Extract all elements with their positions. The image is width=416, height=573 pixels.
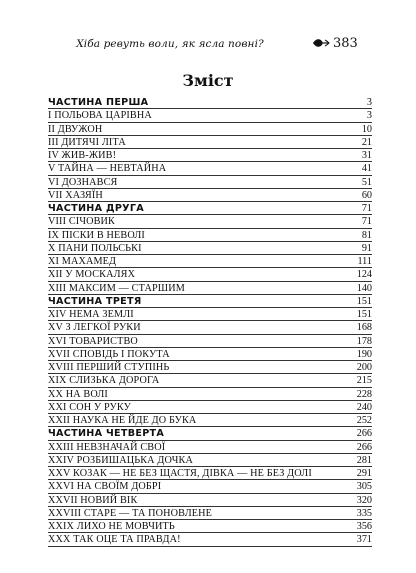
toc-entry-label: ХVІІ СПОВІДЬ І ПОКУТА bbox=[48, 348, 170, 360]
toc-entry bbox=[48, 149, 372, 162]
toc-entry-label: ХХІV РОЗБИШАЦЬКА ДОЧКА bbox=[48, 454, 193, 466]
toc-entry-page: 71 bbox=[361, 203, 372, 214]
toc-part-heading bbox=[48, 202, 372, 215]
toc-entry-page: 31 bbox=[361, 150, 372, 161]
toc-entry-label: ХІ МАХАМЕД bbox=[48, 256, 117, 267]
toc-entry bbox=[48, 520, 372, 533]
toc-entry bbox=[48, 136, 372, 149]
toc-entry-label: VІ ДОЗНАВСЯ bbox=[48, 176, 118, 188]
toc-entry-page: 215 bbox=[356, 375, 372, 387]
toc-entry bbox=[48, 268, 372, 281]
toc-entry-page: 41 bbox=[361, 163, 372, 175]
toc-entry bbox=[48, 374, 372, 387]
toc-entry bbox=[48, 255, 372, 268]
toc-entry-page: 320 bbox=[356, 494, 372, 506]
toc-entry-label: І ПОЛЬОВА ЦАРІВНА bbox=[48, 110, 152, 122]
toc-entry-page: 81 bbox=[361, 229, 372, 241]
toc-entry-page: 190 bbox=[356, 348, 372, 360]
toc-entry-label: ХІІІ МАКСИМ — СТАРШИМ bbox=[48, 282, 185, 294]
toc-entry-label: ХХV КОЗАК — НЕ БЕЗ ЩАСТЯ, ДІВКА — НЕ БЕЗ ДОЛІ bbox=[48, 468, 312, 479]
toc-entry-label: ХХVІІ НОВИЙ ВІК bbox=[48, 494, 138, 506]
toc-entry-page: 21 bbox=[361, 136, 372, 148]
toc-entry-label: ХХХ ТАК ОЦЕ ТА ПРАВДА! bbox=[48, 534, 181, 546]
toc-entry-label: ЧАСТИНА ТРЕТЯ bbox=[48, 295, 142, 307]
toc-entry-label: Х ПАНИ ПОЛЬСЬКІ bbox=[48, 242, 142, 254]
toc-entry-page: 151 bbox=[356, 309, 372, 320]
toc-entry bbox=[48, 401, 372, 414]
toc-entry bbox=[48, 176, 372, 189]
toc-entry bbox=[48, 242, 372, 255]
toc-entry-page: 356 bbox=[356, 521, 372, 532]
toc-part-heading bbox=[48, 295, 372, 308]
toc-entry-page: 252 bbox=[356, 415, 372, 426]
toc-entry bbox=[48, 533, 372, 546]
toc-entry bbox=[48, 123, 372, 136]
toc-title: Зміст bbox=[182, 71, 234, 90]
running-title: Хіба ревуть воли, як ясла повні? bbox=[76, 38, 264, 50]
toc-entry-page: 111 bbox=[357, 256, 372, 267]
toc-entry bbox=[48, 229, 372, 242]
toc-entry-label: ХІV НЕМА ЗЕМЛІ bbox=[48, 309, 134, 320]
toc-entry-page: 305 bbox=[356, 481, 372, 493]
toc-entry bbox=[48, 162, 372, 175]
toc-entry-page: 71 bbox=[361, 216, 372, 228]
toc-entry-page: 266 bbox=[356, 428, 372, 440]
toc-entry-page: 151 bbox=[356, 295, 372, 307]
toc-entry-label: ХХVІІІ СТАРЕ — ТА ПОНОВЛЕНЕ bbox=[48, 507, 213, 519]
toc-entry-page: 51 bbox=[361, 176, 372, 188]
toc-entry bbox=[48, 335, 372, 348]
toc-entry-label: VIII СІЧОВИК bbox=[48, 216, 115, 228]
toc-entry-page: 228 bbox=[356, 388, 372, 400]
toc-entry-label: ІХ ПІСКИ В НЕВОЛІ bbox=[48, 229, 145, 241]
toc-entry-label: ЧАСТИНА ПЕРША bbox=[48, 97, 149, 108]
running-head bbox=[0, 38, 416, 54]
toc-entry-label: VІІ ХАЗЯЇН bbox=[48, 189, 103, 201]
toc-entry-page: 3 bbox=[366, 110, 372, 122]
toc-entry bbox=[48, 348, 372, 361]
toc-entry-page: 178 bbox=[356, 335, 372, 347]
toc-entry-page: 168 bbox=[356, 322, 372, 334]
table-of-contents bbox=[48, 96, 372, 547]
toc-entry bbox=[48, 494, 372, 507]
toc-entry bbox=[48, 414, 372, 427]
toc-entry-page: 266 bbox=[356, 441, 372, 453]
toc-entry-label: ХV З ЛЕГКОЇ РУКИ bbox=[48, 322, 141, 334]
toc-entry bbox=[48, 467, 372, 480]
toc-entry bbox=[48, 388, 372, 401]
toc-entry-page: 291 bbox=[356, 468, 372, 479]
toc-entry-page: 124 bbox=[356, 269, 372, 281]
toc-entry-label: ХХ НА ВОЛІ bbox=[48, 388, 108, 400]
toc-entry bbox=[48, 454, 372, 467]
toc-entry-label: ХХІ СОН У РУКУ bbox=[48, 401, 131, 413]
toc-entry-page: 60 bbox=[361, 189, 372, 201]
toc-entry bbox=[48, 507, 372, 520]
toc-entry-label: ХVІІІ ПЕРШИЙ СТУПІНЬ bbox=[48, 362, 170, 373]
toc-entry bbox=[48, 215, 372, 228]
toc-entry bbox=[48, 308, 372, 321]
toc-entry-page: 335 bbox=[356, 507, 372, 519]
toc-entry-label: V ТАЙНА — НЕВТАЙНА bbox=[48, 163, 167, 175]
toc-entry-page: 240 bbox=[356, 401, 372, 413]
toc-entry-label: ЧАСТИНА ЧЕТВЕРТА bbox=[48, 428, 165, 440]
toc-entry bbox=[48, 361, 372, 374]
toc-entry-page: 140 bbox=[356, 282, 372, 294]
toc-entry-label: ХХІІ НАУКА НЕ ЙДЕ ДО БУКА bbox=[48, 415, 197, 426]
toc-part-heading bbox=[48, 96, 372, 109]
toc-entry-label: ІV ЖИВ-ЖИВ! bbox=[48, 150, 117, 161]
toc-entry-label: ХХІІІ НЕВЗНАЧАЙ СВОЇ bbox=[48, 441, 166, 453]
toc-entry-page: 200 bbox=[356, 362, 372, 373]
toc-entry bbox=[48, 321, 372, 334]
toc-entry bbox=[48, 441, 372, 454]
toc-entry bbox=[48, 109, 372, 122]
toc-entry-page: 91 bbox=[361, 242, 372, 254]
toc-entry bbox=[48, 189, 372, 202]
toc-entry-label: ЧАСТИНА ДРУГА bbox=[48, 203, 144, 214]
toc-entry bbox=[48, 282, 372, 295]
toc-entry-page: 371 bbox=[356, 534, 372, 546]
toc-entry-label: ХІХ СЛИЗЬКА ДОРОГА bbox=[48, 375, 160, 387]
toc-entry-label: ХVІ ТОВАРИСТВО bbox=[48, 335, 138, 347]
toc-entry-page: 10 bbox=[361, 123, 372, 135]
toc-entry-label: ХІІ У МОСКАЛЯХ bbox=[48, 269, 136, 281]
toc-entry-label: ІІ ДВУЖОН bbox=[48, 123, 103, 135]
toc-part-heading bbox=[48, 427, 372, 440]
leaf-ornament-icon bbox=[312, 37, 330, 52]
toc-entry-label: ІІІ ДИТЯЧІ ЛІТА bbox=[48, 136, 126, 148]
toc-entry-page: 3 bbox=[366, 97, 372, 108]
toc-entry-label: ХХVІ НА СВОЇМ ДОБРІ bbox=[48, 481, 162, 493]
page-number: 383 bbox=[333, 36, 358, 51]
toc-entry-label: ХХІХ ЛИХО НЕ МОВЧИТЬ bbox=[48, 521, 175, 532]
toc-entry bbox=[48, 480, 372, 493]
toc-entry-page: 281 bbox=[356, 454, 372, 466]
